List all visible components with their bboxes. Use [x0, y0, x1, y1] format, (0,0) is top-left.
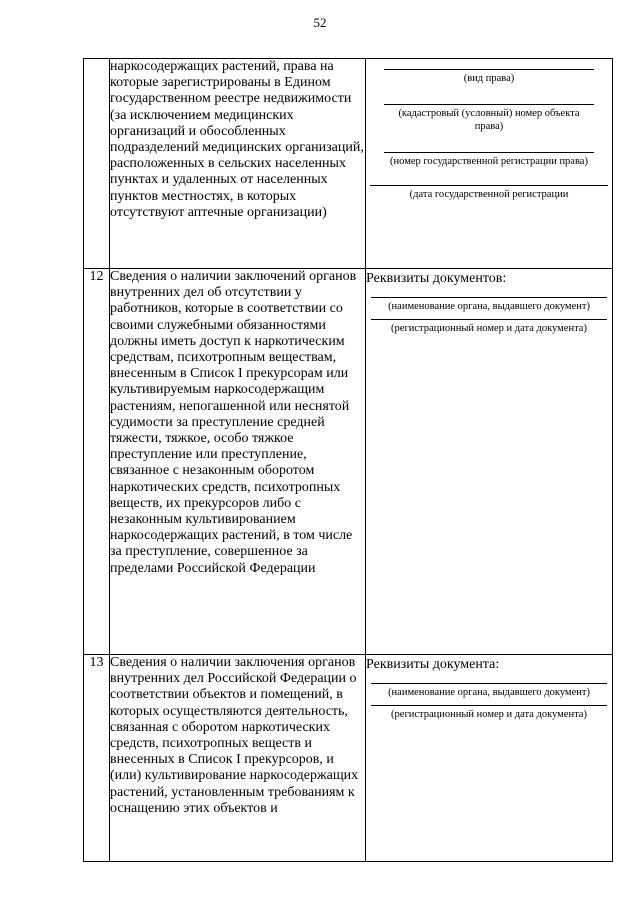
- form-field: [371, 297, 607, 313]
- field-caption: (наименование органа, выдавшего документ): [388, 687, 590, 698]
- row-requisites: [366, 655, 613, 862]
- table-row: [84, 59, 613, 269]
- form-field: [371, 705, 607, 721]
- form-field: [384, 69, 594, 85]
- form-field: [371, 319, 607, 335]
- row-description: наркосодержащих растений, права на которые зарегистрированы в Едином государственном реестре недвижимости (за исключением медицинских организаций и обособленных подразделений медицинских организаций, расположенных в сельских населенных пунктах и удаленных от населенных пунктов местностях, в которых отсутствуют аптечные организации): [110, 59, 366, 269]
- requisites-title: Реквизиты документов:: [366, 271, 507, 286]
- form-field: [384, 104, 594, 133]
- requirements-table: [83, 58, 613, 862]
- field-caption: (регистрационный номер и дата документа): [391, 323, 587, 334]
- field-caption: (вид права): [463, 73, 515, 84]
- row-description: Сведения о наличии заключений органов внутренних дел об отсутствии у работников, которые в соответствии со своими служебными обязанностями должны иметь доступ к наркотическим средствам, психотропным веществам, внесенным в Список I прекурсорам или культивируемым наркосодержащим растениям, непогашенной или неснятой судимости за преступление средней тяжести, тяжкое, особо тяжкое преступление или преступление, связанное с незаконным оборотом наркотических средств, психотропных веществ, их прекурсоров либо с незаконным культивированием наркосодержащих растений, в том числе за преступление, совершенное за пределами Российской Федерации: [110, 269, 366, 655]
- row-description: Сведения о наличии заключения органов внутренних дел Российской Федерации о соответствии объектов и помещений, в которых осуществляются деятельность, связанная с оборотом наркотических средств, психотропных веществ и внесенных в Список I прекурсоров, и (или) культивирование наркосодержащих растений, установленным требованиям к оснащению этих объектов и: [110, 655, 366, 862]
- form-field: [371, 683, 607, 699]
- page-number: 52: [313, 15, 327, 30]
- field-caption: (дата государственной регистрации: [409, 189, 569, 200]
- field-caption: (регистрационный номер и дата документа): [391, 709, 587, 720]
- form-field: [370, 185, 608, 201]
- requisites-title: Реквизиты документа:: [366, 657, 500, 672]
- table-row: [84, 269, 613, 655]
- form-field: [384, 152, 594, 168]
- field-caption: (номер государственной регистрации права): [390, 156, 588, 167]
- row-requisites: [366, 59, 613, 269]
- row-requisites: [366, 269, 613, 655]
- row-number: 13: [84, 655, 110, 862]
- field-caption: (кадастровый (условный) номер объекта права): [398, 108, 580, 132]
- row-number: [84, 59, 110, 269]
- field-caption: (наименование органа, выдавшего документ): [388, 301, 590, 312]
- row-number: 12: [84, 269, 110, 655]
- table-row: [84, 655, 613, 862]
